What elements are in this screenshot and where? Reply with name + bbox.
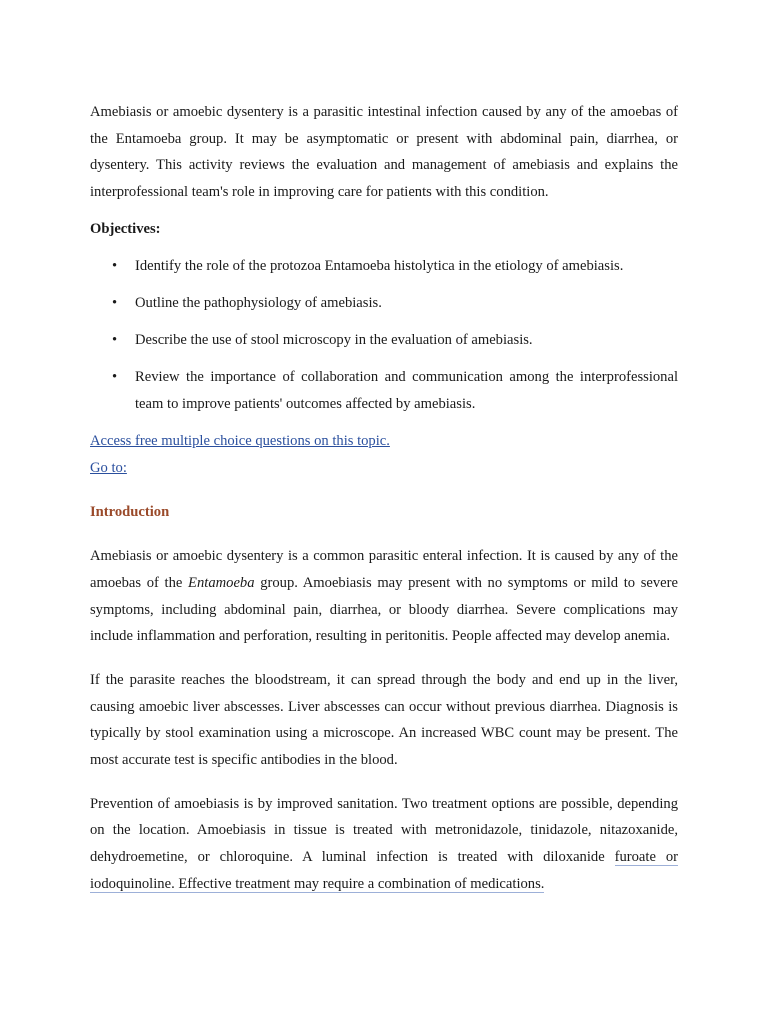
genus-name: Entamoeba	[188, 574, 255, 591]
objective-text: Identify the role of the protozoa Entamoeba histolytica in the etiology of amebiasis.	[135, 257, 624, 274]
list-item	[90, 290, 678, 317]
summary-paragraph: Amebiasis or amoebic dysentery is a parasitic intestinal infection caused by any of the amoebas of the Entamoeba group. It may be asymptomatic or present with abdominal pain, diarrhea, or dysentery. This activity reviews the evaluation and management of amebiasis and explains the interprofessional team's role in improving care for patients with this condition.	[90, 104, 678, 201]
objective-text: Outline the pathophysiology of amebiasis.	[135, 294, 382, 311]
bullet-icon: •	[112, 331, 118, 348]
list-item	[90, 364, 678, 417]
objectives-heading: Objectives:	[90, 220, 161, 237]
bullet-icon: •	[112, 294, 118, 311]
objective-text: Describe the use of stool microscopy in the evaluation of amebiasis.	[135, 331, 533, 348]
objective-text: Review the importance of collaboration and communication among the interprofessional team to improve patients' outcomes affected by amebiasis.	[135, 369, 678, 412]
objectives-list	[90, 253, 678, 418]
bullet-icon: •	[112, 257, 118, 274]
list-item	[90, 327, 678, 354]
intro-p3-last-line: furoate or iodoquinoline. Effective treatment may require a combination of medications.	[90, 849, 678, 892]
intro-paragraph-3	[90, 791, 678, 898]
intro-paragraph-2: If the parasite reaches the bloodstream, it can spread through the body and end up in the liver, causing amoebic liver abscesses. Liver abscesses can occur without previous diarrhea. Diagnosis is typically by stool examination using a microscope. An increased WBC count may be present. The most accurate test is specific antibodies in the blood.	[90, 671, 678, 769]
intro-p1-text-b: group. Amoebiasis may present with no symptoms or mild to severe symptoms, including abdominal pain, diarrhea, or bloody diarrhea. Severe complications may include inflammation and perforation, resulting in peritonitis. People affected may develop anemia.	[90, 574, 678, 645]
intro-paragraph-1	[90, 543, 678, 650]
introduction-heading: Introduction	[90, 504, 170, 521]
list-item	[90, 253, 678, 280]
intro-p3-text: Prevention of amoebiasis is by improved sanitation. Two treatment options are possible, depending on the location. Amoebiasis in tissue is treated with metronidazole, tinidazole, nitazoxanide, dehydroemetine, or chloroquine. A luminal infection is treated with diloxanide	[90, 795, 678, 866]
document-body	[90, 99, 678, 898]
mcq-link[interactable]: Access free multiple choice questions on this topic.	[90, 433, 390, 450]
goto-link[interactable]: Go to:	[90, 459, 127, 476]
bullet-icon: •	[112, 369, 118, 386]
intro-p1-text-a: Amebiasis or amoebic dysentery is a common parasitic enteral infection. It is caused by any of the amoebas of the	[90, 548, 678, 591]
